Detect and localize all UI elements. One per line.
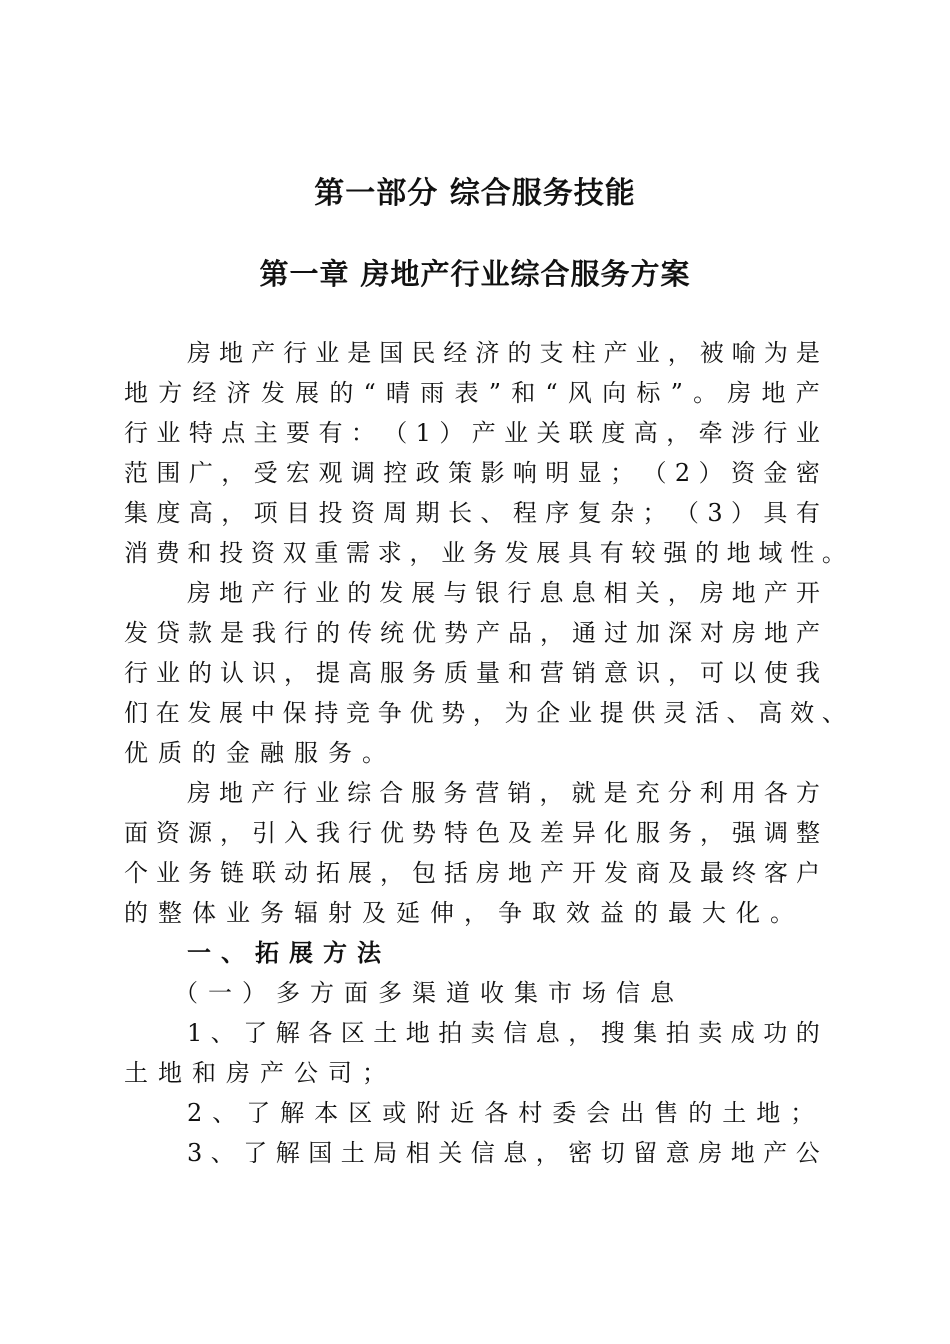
paragraph-line: 发 贷 款 是 我 行 的 传 统 优 势 产 品 ， 通 过 加 深 对 房 地 产 — [124, 619, 820, 647]
paragraph-line: 集 度 高 ， 项 目 投 资 周 期 长 、 程 序 复 杂 ； （ 3 ） 具 有 — [124, 499, 820, 527]
paragraph-line: 土地和房产公司； — [124, 1059, 396, 1087]
paragraph-line: 优质的金融服务。 — [124, 739, 396, 767]
paragraph-line: （一）多方面多渠道收集市场信息 — [174, 979, 684, 1007]
paragraph-line: 房 地 产 行 业 综 合 服 务 营 销 ， 就 是 充 分 利 用 各 方 — [187, 779, 820, 807]
paragraph-line: 房 地 产 行 业 是 国 民 经 济 的 支 柱 产 业 ， 被 喻 为 是 — [187, 339, 820, 367]
paragraph-line: 1 、 了 解 各 区 土 地 拍 卖 信 息 ， 搜 集 拍 卖 成 功 的 — [187, 1019, 820, 1047]
paragraph-line: 行 业 的 认 识 ， 提 高 服 务 质 量 和 营 销 意 识 ， 可 以 使 我 — [124, 659, 820, 687]
paragraph-line: 消 费 和 投 资 双 重 需 求 ， 业 务 发 展 具 有 较 强 的 地 域 性 。 — [124, 539, 846, 567]
paragraph-line: 范 围 广 ， 受 宏 观 调 控 政 策 影 响 明 显 ； （ 2 ） 资 金 密 — [124, 459, 820, 487]
paragraph-line: 房 地 产 行 业 的 发 展 与 银 行 息 息 相 关 ， 房 地 产 开 — [187, 579, 820, 607]
paragraph-line: 的整体业务辐射及延伸，争取效益的最大化。 — [124, 899, 804, 927]
chapter-title: 第一章 房地产行业综合服务方案 — [259, 257, 691, 291]
paragraph-line: 行 业 特 点 主 要 有 ： （ 1 ） 产 业 关 联 度 高 ， 牵 涉 行 业 — [124, 419, 820, 447]
paragraph-line: 3 、 了 解 国 土 局 相 关 信 息 ， 密 切 留 意 房 地 产 公 — [187, 1139, 820, 1167]
paragraph-line: 个 业 务 链 联 动 拓 展 ， 包 括 房 地 产 开 发 商 及 最 终 客 户 — [124, 859, 820, 887]
paragraph-line: 地 方 经 济 发 展 的 “ 晴 雨 表 ” 和 “ 风 向 标 ” 。 房 地 产 — [124, 379, 820, 407]
paragraph-line: 们 在 发 展 中 保 持 竞 争 优 势 ， 为 企 业 提 供 灵 活 、 高 效 、 — [124, 699, 846, 727]
section-heading: 一、拓展方法 — [187, 939, 391, 967]
part-title: 第一部分 综合服务技能 — [314, 176, 636, 211]
paragraph-line: 面 资 源 ， 引 入 我 行 优 势 特 色 及 差 异 化 服 务 ， 强 调 整 — [124, 819, 820, 847]
paragraph-line: 2、了解本区或附近各村委会出售的土地； — [187, 1099, 825, 1127]
